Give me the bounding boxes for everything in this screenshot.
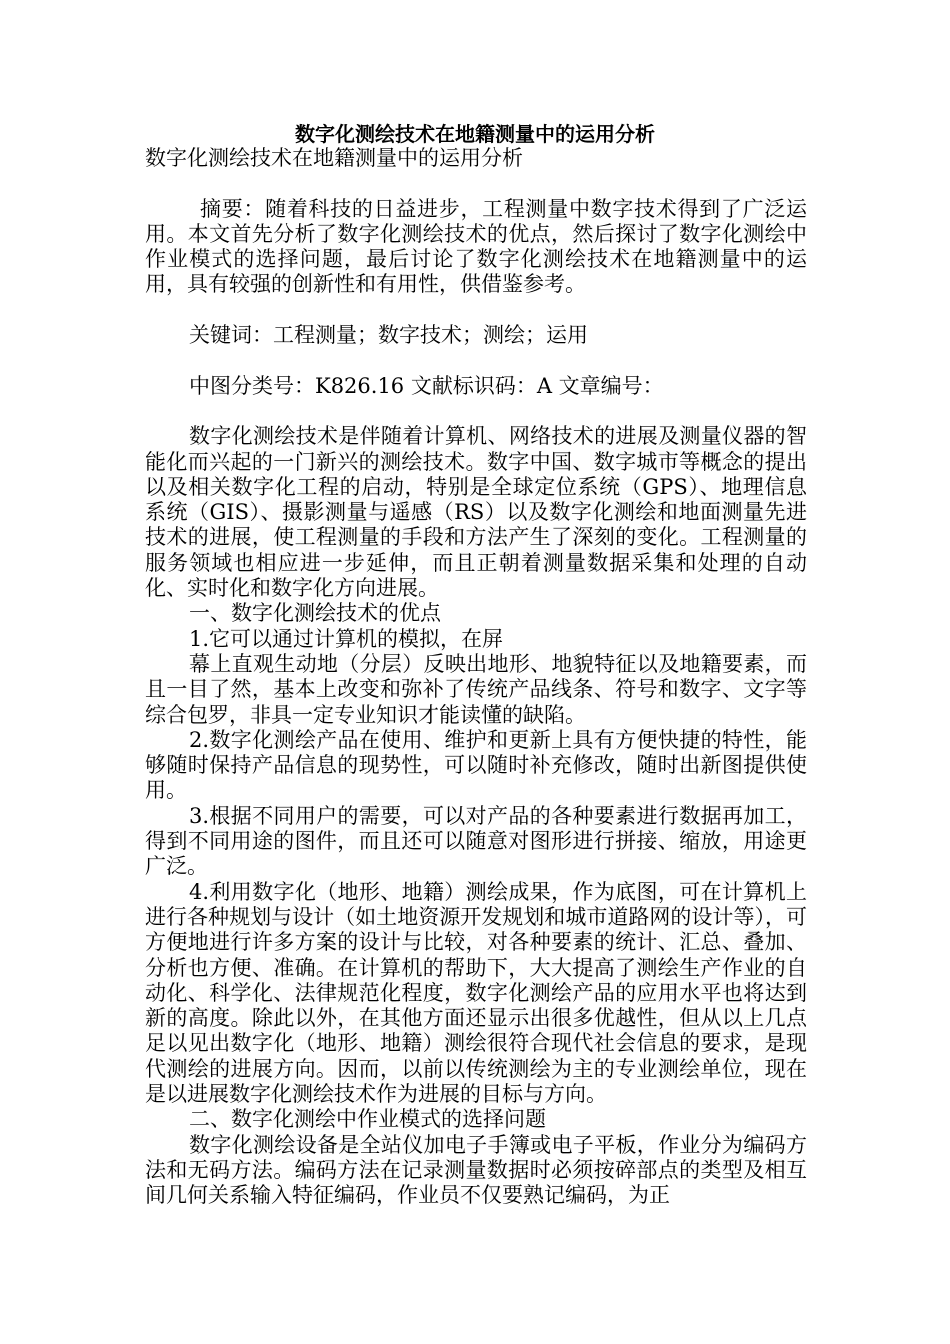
point-4-paragraph: 4.利用数字化（地形、地籍）测绘成果，作为底图，可在计算机上进行各种规划与设计（如土地资源开发规划和城市道路网的设计等），可方便地进行许多方案的设计与比较，对各种要素的统计、汇总、叠加、分析也方便、准确。在计算机的帮助下，大大提高了测绘生产作业的自动化、科学化、法律规范化程度，数字化测绘产品的应用水平也将达到新的高度。除此以外，在其他方面还显示出很多优越性，但从以上几点足以见出数字化（地形、地籍）测绘很符合现代社会信息的要求，是现代测绘的进展方向。因而，以前以传统测绘为主的专业测绘单位，现在是以进展数字化测绘技术作为进展的目标与方向。 (145, 879, 807, 1106)
point-1-body: 幕上直观生动地（分层）反映出地形、地貌特征以及地籍要素，而且一目了然，基本上改变和弥补了传统产品线条、符号和数字、文字等综合包罗，非具一定专业知识才能读懂的缺陷。 (145, 651, 807, 727)
section-2-paragraph: 数字化测绘设备是全站仪加电子手簿或电子平板，作业分为编码方法和无码方法。编码方法在记录测量数据时必须按碎部点的类型及相互间几何关系输入特征编码，作业员不仅要熟记编码，为正 (145, 1132, 807, 1208)
point-2-paragraph: 2.数字化测绘产品在使用、维护和更新上具有方便快捷的特性，能够随时保持产品信息的现势性，可以随时补充修改，随时出新图提供使用。 (145, 727, 807, 803)
point-1-lead: 1.它可以通过计算机的模拟，在屏 (189, 626, 504, 651)
classification-line: 中图分类号：K826.16 文献标识码：A 文章编号： (189, 373, 664, 398)
abstract-paragraph: 摘要：随着科技的日益进步，工程测量中数字技术得到了广泛运用。本文首先分析了数字化测绘技术的优点，然后探讨了数字化测绘中作业模式的选择问题，最后讨论了数字化测绘技术在地籍测量中的运用，具有较强的创新性和有用性，供借鉴参考。 (145, 196, 807, 297)
document-body (145, 146, 807, 1208)
blank-line (145, 298, 807, 323)
section-heading-1: 一、数字化测绘技术的优点 (189, 601, 441, 626)
blank-line (145, 399, 807, 424)
intro-paragraph: 数字化测绘技术是伴随着计算机、网络技术的进展及测量仪器的智能化而兴起的一门新兴的测绘技术。数字中国、数字城市等概念的提出以及相关数字化工程的启动，特别是全球定位系统（GPS）、地理信息系统（GIS）、摄影测量与遥感（RS）以及数字化测绘和地面测量先进技术的进展，使工程测量的手段和方法产生了深刻的变化。工程测量的服务领域也相应进一步延伸，而且正朝着测量数据采集和处理的自动化、实时化和数字化方向进展。 (145, 424, 807, 601)
point-3-paragraph: 3.根据不同用户的需要，可以对产品的各种要素进行数据再加工，得到不同用途的图件，而且还可以随意对图形进行拼接、缩放，用途更广泛。 (145, 803, 807, 879)
keywords-line: 关键词：工程测量；数字技术；测绘；运用 (189, 323, 588, 348)
blank-line (145, 171, 807, 196)
blank-line (145, 348, 807, 373)
section-heading-2: 二、数字化测绘中作业模式的选择问题 (189, 1107, 546, 1132)
document-title: 数字化测绘技术在地籍测量中的运用分析 (295, 122, 655, 146)
document-subtitle: 数字化测绘技术在地籍测量中的运用分析 (145, 146, 523, 170)
